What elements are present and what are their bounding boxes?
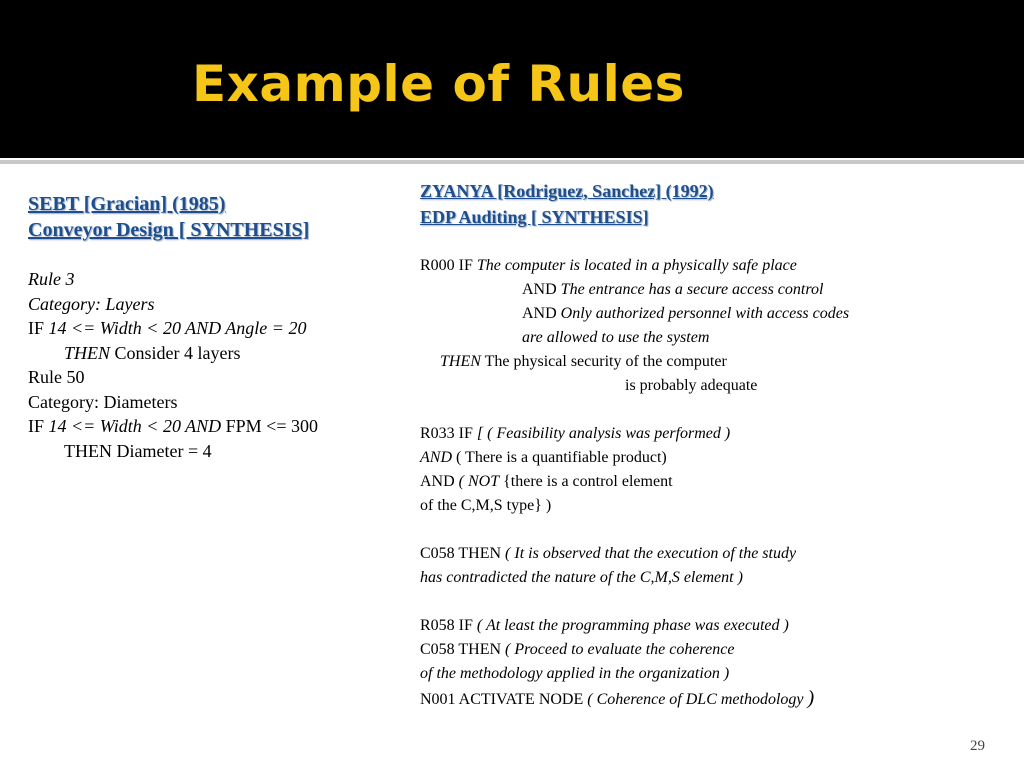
spacer	[420, 230, 1010, 254]
r033-condition-2	[420, 446, 1010, 470]
slide-title: Example of Rules	[192, 55, 685, 113]
if-keyword: IF	[28, 416, 45, 436]
rule-3-condition-text: 14 <= Width < 20 AND Angle = 20	[48, 318, 307, 338]
then-keyword: THEN	[64, 342, 111, 363]
c058b-label: C058 THEN	[420, 641, 502, 658]
left-heading-system: SEBT [Gracian] (1985)	[28, 193, 226, 215]
r033-condition-3-cont: of the C,M,S type} )	[420, 497, 552, 514]
r033-condition-1	[420, 422, 1010, 446]
spacer	[420, 518, 1010, 542]
c058-text-cont: has contradicted the nature of the C,M,S element )	[420, 569, 743, 586]
and-keyword: AND	[420, 449, 452, 466]
right-heading-system: ZYANYA [Rodriguez, Sanchez] (1992)	[420, 181, 714, 201]
r000-condition-1	[420, 254, 1010, 278]
left-column	[28, 191, 408, 463]
rule-3-condition	[28, 316, 408, 341]
spacer	[28, 243, 408, 267]
r000-action-cont: is probably adequate	[625, 377, 758, 394]
r000-action-text: The physical security of the computer	[484, 353, 727, 370]
left-heading-domain: Conveyor Design [ SYNTHESIS]	[28, 219, 310, 241]
n001-text: ( Coherence of DLC methodology	[587, 691, 804, 708]
c058-action-1	[420, 542, 1010, 566]
right-heading-domain: EDP Auditing [ SYNTHESIS]	[420, 207, 649, 227]
r058-condition-text: ( At least the programming phase was executed )	[476, 617, 789, 634]
r033-condition-3-text: {there is a control element	[503, 473, 673, 490]
and-keyword: AND	[522, 281, 557, 298]
r000-condition-1-text: The computer is located in a physically safe place	[476, 257, 797, 274]
rule-3-category: Category: Layers	[28, 293, 155, 314]
r000-condition-3	[420, 302, 1010, 326]
page-number: 29	[970, 738, 985, 754]
n001-close-paren: )	[807, 687, 815, 709]
spacer	[420, 398, 1010, 422]
r058-label: R058 IF	[420, 617, 473, 634]
r033-condition-3	[420, 470, 1010, 494]
rule-3-label: Rule 3	[28, 269, 75, 289]
c058-action-2	[420, 638, 1010, 662]
then-keyword: THEN	[440, 353, 481, 370]
spacer	[420, 590, 1010, 614]
c058-text: ( It is observed that the execution of the study	[505, 545, 797, 562]
and-keyword: AND	[420, 473, 455, 490]
rule-50-label: Rule 50	[28, 367, 85, 387]
r000-label: R000 IF	[420, 257, 473, 274]
r033-label: R033 IF	[420, 425, 473, 442]
n001-label: N001 ACTIVATE NODE	[420, 691, 584, 708]
r000-condition-2	[420, 278, 1010, 302]
if-keyword: IF	[28, 318, 45, 338]
r033-condition-1-text: [ ( Feasibility analysis was performed )	[476, 425, 731, 442]
c058b-text-cont: of the methodology applied in the organization )	[420, 665, 730, 682]
r058-condition	[420, 614, 1010, 638]
title-bar	[0, 0, 1024, 158]
not-keyword: ( NOT	[458, 473, 500, 490]
rule-3-action	[28, 341, 408, 366]
rule-50-category: Category: Diameters	[28, 391, 178, 412]
title-divider	[0, 160, 1024, 164]
and-keyword: AND	[522, 305, 557, 322]
right-column	[420, 178, 1010, 712]
r000-condition-2-text: The entrance has a secure access control	[560, 281, 824, 298]
r000-condition-3-text: Only authorized personnel with access codes	[560, 305, 850, 322]
r000-condition-3-cont: are allowed to use the system	[522, 329, 710, 346]
rule-50-action: THEN Diameter = 4	[64, 440, 212, 461]
rule-50-condition-text: FPM <= 300	[225, 416, 318, 436]
c058-label: C058 THEN	[420, 545, 502, 562]
c058b-text: ( Proceed to evaluate the coherence	[505, 641, 735, 658]
r033-condition-2-text: ( There is a quantifiable product)	[456, 449, 667, 466]
rule-50-condition-italic: 14 <= Width < 20 AND	[48, 416, 222, 436]
n001-action	[420, 686, 1010, 712]
r000-action	[420, 350, 1010, 374]
rule-50-condition	[28, 414, 408, 439]
rule-3-action-text: Consider 4 layers	[114, 342, 241, 363]
